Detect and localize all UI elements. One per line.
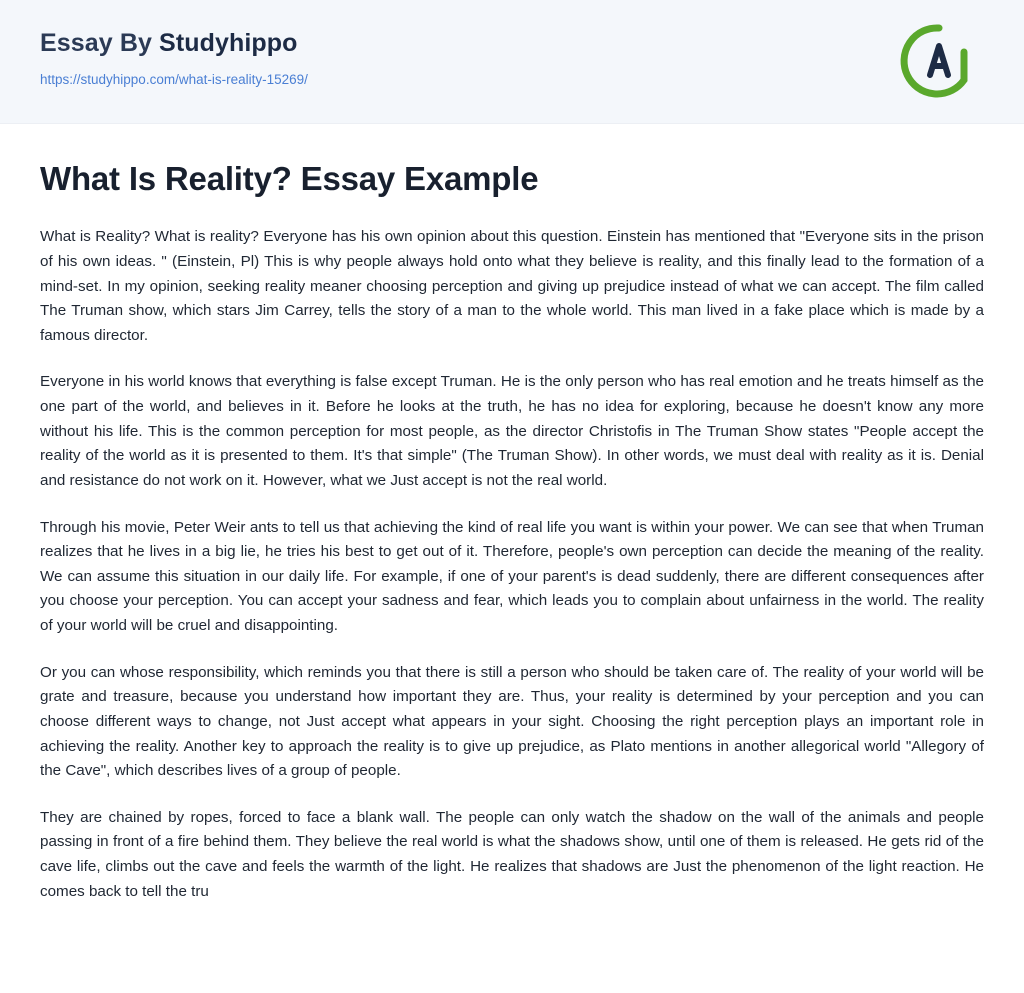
brand-prefix: Essay By xyxy=(40,29,160,57)
source-url-link[interactable]: https://studyhippo.com/what-is-reality-15269/ xyxy=(40,72,308,87)
page-header xyxy=(0,0,1024,124)
page-title: What Is Reality? Essay Example xyxy=(40,160,539,197)
paragraph: Everyone in his world knows that everything is false except Truman. He is the only person who has real emotion and he treats himself as the one part of the world, and believes in it. Before he looks at the truth, he has no idea for exploring, because he doesn't know any more without his life. This is the common perception for most people, as the director Christofis in The Truman Show states "People accept the reality of the world as it is presented to them. It's that simple" (The Truman Show). In other words, we must deal with reality as it is. Denial and resistance do not work on it. However, what we Just accept is not the real world. xyxy=(40,373,984,489)
paragraph: What is Reality? What is reality? Everyone has his own opinion about this question. Einstein has mentioned that "Everyone sits in the prison of his own ideas. " (Einstein, Pl) This is why people always hold onto what they believe is reality, and this finally lead to the formation of a mind-set. In my opinion, seeking reality meaner choosing perception and giving up prejudice instead of what we can accept. The film called The Truman show, which stars Jim Carrey, tells the story of a man to the whole world. This man lived in a fake place which is made by a famous director. xyxy=(40,228,984,344)
brand-name: Studyhippo xyxy=(159,29,298,57)
paragraph: Through his movie, Peter Weir ants to tell us that achieving the kind of real life you want is within your power. We can see that when Truman realizes that he lives in a big lie, he tries his best to get out of it. Therefore, people's own perception can decide the meaning of the reality. We can assume this situation in our daily life. For example, if one of your parent's is dead suddenly, there are different consequences after you choose your perception. You can accept your sadness and fear, which leads you to complain about unfairness in the world. The reality of your world will be cruel and disappointing. xyxy=(40,518,984,634)
article-content xyxy=(0,124,1024,934)
paragraph: Or you can whose responsibility, which reminds you that there is still a person who should be taken care of. The reality of your world will be grate and treasure, because you understand how important they are. Thus, your reality is determined by your perception and you can choose different ways to change, not Just accept what appears in your sight. Choosing the right perception plays an important role in achieving the reality. Another key to approach the reality is to give up prejudice, as Plato mentions in another allegorical world "Allegory of the Cave", which describes lives of a group of people. xyxy=(40,663,984,780)
paragraph: They are chained by ropes, forced to face a blank wall. The people can only watch the shadow on the wall of the animals and people passing in front of a fire behind them. They believe the real world is what the shadows show, until one of them is released. He gets rid of the cave life, climbs out the cave and feels the warmth of the light. He realizes that shadows are Just the phenomenon of the light reaction. He comes back to tell the tru xyxy=(40,808,984,900)
circle-a-logo-icon xyxy=(900,22,978,100)
site-brand xyxy=(40,28,984,58)
